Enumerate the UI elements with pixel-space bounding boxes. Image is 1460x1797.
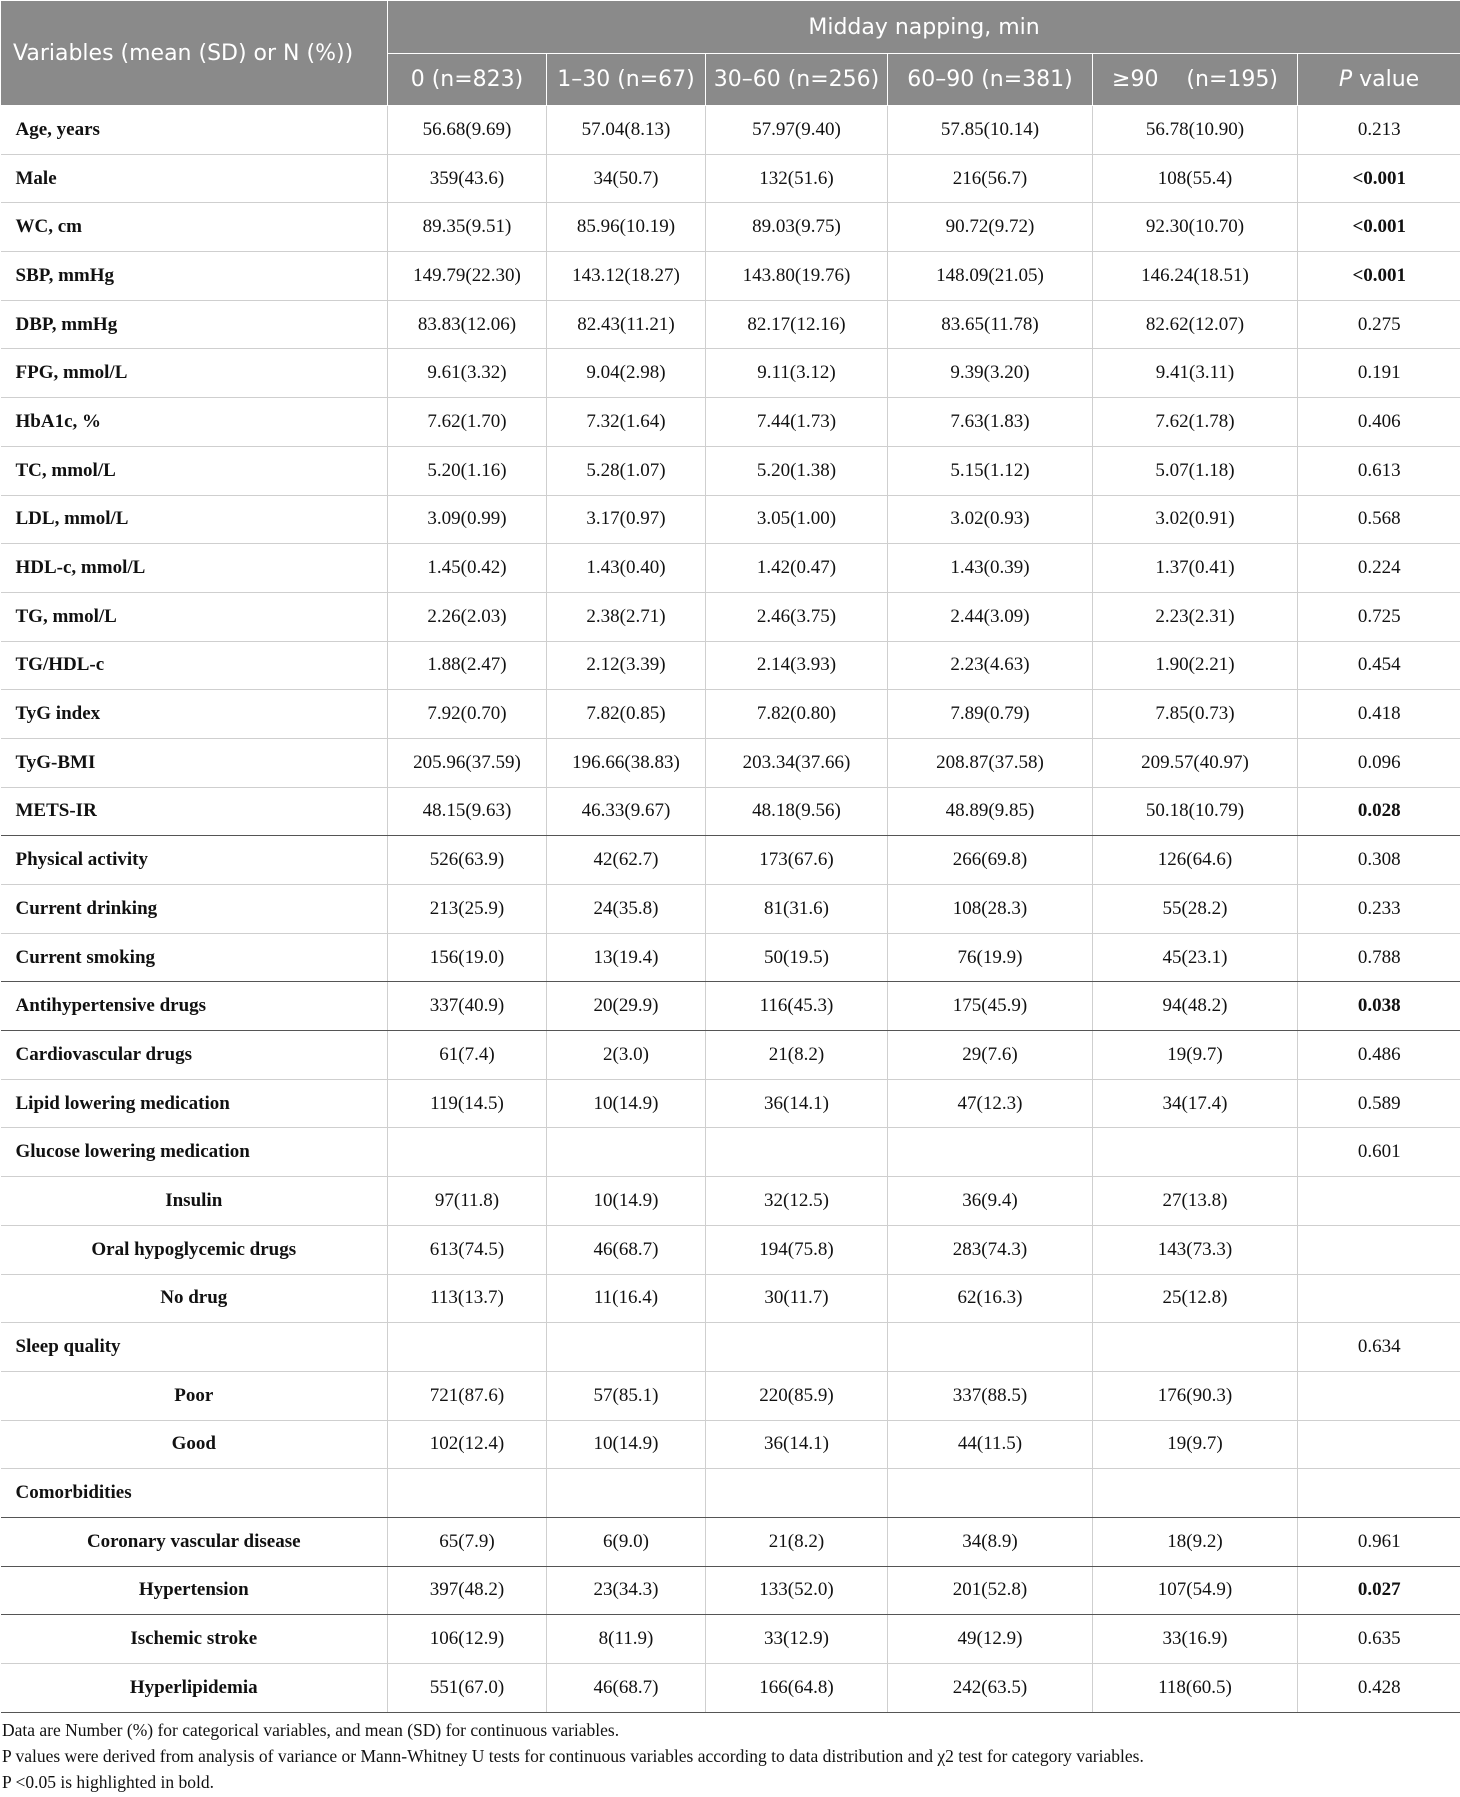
data-cell: 5.07(1.18) (1093, 446, 1298, 495)
table-row (1, 1420, 1460, 1469)
data-cell: 116(45.3) (706, 982, 888, 1031)
row-label: SBP, mmHg (1, 252, 388, 301)
data-cell: 266(69.8) (888, 836, 1093, 885)
data-cell: 1.90(2.21) (1093, 641, 1298, 690)
data-cell: 143(73.3) (1093, 1225, 1298, 1274)
row-label: HDL-c, mmol/L (1, 544, 388, 593)
data-cell: 6(9.0) (547, 1517, 706, 1566)
data-cell: 3.02(0.91) (1093, 495, 1298, 544)
data-cell: 3.17(0.97) (547, 495, 706, 544)
p-value-cell: 0.568 (1298, 495, 1460, 544)
p-value-cell: 0.028 (1298, 787, 1460, 836)
data-cell: 242(63.5) (888, 1664, 1093, 1713)
data-cell: 21(8.2) (706, 1517, 888, 1566)
data-cell: 2(3.0) (547, 1031, 706, 1080)
data-cell: 9.39(3.20) (888, 349, 1093, 398)
data-cell: 7.32(1.64) (547, 398, 706, 447)
data-cell: 10(14.9) (547, 1177, 706, 1226)
table-row (1, 154, 1460, 203)
data-cell: 89.35(9.51) (388, 203, 547, 252)
row-label: Current smoking (1, 933, 388, 982)
table-row (1, 1664, 1460, 1713)
col-header-1: 1–30 (n=67) (547, 54, 706, 106)
data-cell (706, 1128, 888, 1177)
table-row (1, 1079, 1460, 1128)
table-row (1, 690, 1460, 739)
p-value-cell (1298, 1225, 1460, 1274)
table-row (1, 1274, 1460, 1323)
row-label: Insulin (1, 1177, 388, 1226)
data-cell: 156(19.0) (388, 933, 547, 982)
data-cell: 3.05(1.00) (706, 495, 888, 544)
row-label: TG/HDL-c (1, 641, 388, 690)
p-value-cell: 0.613 (1298, 446, 1460, 495)
data-cell: 65(7.9) (388, 1517, 547, 1566)
data-cell: 42(62.7) (547, 836, 706, 885)
table-row (1, 1225, 1460, 1274)
data-cell (1093, 1128, 1298, 1177)
p-value-cell: 0.961 (1298, 1517, 1460, 1566)
footnote: P <0.05 is highlighted in bold. (2, 1772, 214, 1792)
data-cell: 113(13.7) (388, 1274, 547, 1323)
table-row (1, 1371, 1460, 1420)
data-cell: 2.23(2.31) (1093, 592, 1298, 641)
table-body (1, 106, 1460, 1713)
data-cell (1093, 1323, 1298, 1372)
data-cell: 56.68(9.69) (388, 106, 547, 155)
p-value-cell: 0.428 (1298, 1664, 1460, 1713)
row-label: Good (1, 1420, 388, 1469)
row-label: Oral hypoglycemic drugs (1, 1225, 388, 1274)
data-cell: 46.33(9.67) (547, 787, 706, 836)
table-row (1, 1566, 1460, 1615)
table-header (1, 1, 1460, 106)
p-value-cell (1298, 1274, 1460, 1323)
table-row (1, 1177, 1460, 1226)
p-value-cell: 0.601 (1298, 1128, 1460, 1177)
row-label: FPG, mmol/L (1, 349, 388, 398)
data-cell: 48.18(9.56) (706, 787, 888, 836)
row-label: Antihypertensive drugs (1, 982, 388, 1031)
p-value-cell: 0.406 (1298, 398, 1460, 447)
data-cell: 7.85(0.73) (1093, 690, 1298, 739)
table-row (1, 300, 1460, 349)
data-cell: 2.23(4.63) (888, 641, 1093, 690)
table-row (1, 398, 1460, 447)
data-cell: 102(12.4) (388, 1420, 547, 1469)
data-cell: 34(8.9) (888, 1517, 1093, 1566)
data-cell: 5.15(1.12) (888, 446, 1093, 495)
data-cell: 9.11(3.12) (706, 349, 888, 398)
p-value-cell (1298, 1177, 1460, 1226)
data-cell: 25(12.8) (1093, 1274, 1298, 1323)
col-header-p-value: P value (1298, 54, 1460, 106)
data-cell: 526(63.9) (388, 836, 547, 885)
data-cell (547, 1128, 706, 1177)
data-cell: 9.61(3.32) (388, 349, 547, 398)
row-label: Cardiovascular drugs (1, 1031, 388, 1080)
data-cell: 10(14.9) (547, 1420, 706, 1469)
data-cell: 46(68.7) (547, 1225, 706, 1274)
table-row (1, 446, 1460, 495)
row-label: WC, cm (1, 203, 388, 252)
data-cell: 220(85.9) (706, 1371, 888, 1420)
variables-header: Variables (mean (SD) or N (%)) (1, 1, 388, 106)
row-label: LDL, mmol/L (1, 495, 388, 544)
data-cell: 18(9.2) (1093, 1517, 1298, 1566)
data-cell (547, 1323, 706, 1372)
p-value-cell: 0.454 (1298, 641, 1460, 690)
data-cell: 194(75.8) (706, 1225, 888, 1274)
data-cell: 118(60.5) (1093, 1664, 1298, 1713)
data-cell: 44(11.5) (888, 1420, 1093, 1469)
data-cell: 126(64.6) (1093, 836, 1298, 885)
data-cell: 143.12(18.27) (547, 252, 706, 301)
data-cell: 7.82(0.85) (547, 690, 706, 739)
table-row (1, 495, 1460, 544)
data-cell (388, 1128, 547, 1177)
data-cell: 203.34(37.66) (706, 738, 888, 787)
table-row (1, 982, 1460, 1031)
data-cell: 83.65(11.78) (888, 300, 1093, 349)
table-row (1, 1469, 1460, 1518)
data-cell: 175(45.9) (888, 982, 1093, 1031)
data-cell: 36(9.4) (888, 1177, 1093, 1226)
table-row (1, 1128, 1460, 1177)
row-label: Sleep quality (1, 1323, 388, 1372)
row-label: TG, mmol/L (1, 592, 388, 641)
data-cell: 8(11.9) (547, 1615, 706, 1664)
data-cell (388, 1469, 547, 1518)
data-cell: 32(12.5) (706, 1177, 888, 1226)
data-cell: 132(51.6) (706, 154, 888, 203)
data-cell: 7.82(0.80) (706, 690, 888, 739)
table-row (1, 203, 1460, 252)
data-cell: 337(88.5) (888, 1371, 1093, 1420)
row-label: Comorbidities (1, 1469, 388, 1518)
data-cell: 94(48.2) (1093, 982, 1298, 1031)
data-cell: 19(9.7) (1093, 1420, 1298, 1469)
table-row (1, 641, 1460, 690)
data-cell (888, 1469, 1093, 1518)
data-cell: 56.78(10.90) (1093, 106, 1298, 155)
data-cell: 213(25.9) (388, 885, 547, 934)
data-cell: 2.26(2.03) (388, 592, 547, 641)
data-cell: 36(14.1) (706, 1420, 888, 1469)
data-cell: 2.46(3.75) (706, 592, 888, 641)
data-cell: 283(74.3) (888, 1225, 1093, 1274)
data-cell: 9.04(2.98) (547, 349, 706, 398)
data-cell: 149.79(22.30) (388, 252, 547, 301)
data-cell: 90.72(9.72) (888, 203, 1093, 252)
data-cell: 721(87.6) (388, 1371, 547, 1420)
table-footnotes (0, 1717, 1460, 1795)
data-cell: 49(12.9) (888, 1615, 1093, 1664)
data-cell: 208.87(37.58) (888, 738, 1093, 787)
data-cell: 2.14(3.93) (706, 641, 888, 690)
data-cell: 146.24(18.51) (1093, 252, 1298, 301)
row-label: Current drinking (1, 885, 388, 934)
data-cell: 5.28(1.07) (547, 446, 706, 495)
p-value-cell: 0.308 (1298, 836, 1460, 885)
p-value-cell: 0.788 (1298, 933, 1460, 982)
data-cell: 209.57(40.97) (1093, 738, 1298, 787)
data-cell: 34(50.7) (547, 154, 706, 203)
row-label: Male (1, 154, 388, 203)
data-cell (1093, 1469, 1298, 1518)
data-cell: 7.62(1.70) (388, 398, 547, 447)
table-row (1, 787, 1460, 836)
row-label: DBP, mmHg (1, 300, 388, 349)
data-cell (388, 1323, 547, 1372)
row-label: Glucose lowering medication (1, 1128, 388, 1177)
data-cell: 1.37(0.41) (1093, 544, 1298, 593)
row-label: Poor (1, 1371, 388, 1420)
data-cell: 3.02(0.93) (888, 495, 1093, 544)
table-row (1, 836, 1460, 885)
data-cell: 29(7.6) (888, 1031, 1093, 1080)
data-cell: 613(74.5) (388, 1225, 547, 1274)
data-cell: 57.97(9.40) (706, 106, 888, 155)
data-cell: 166(64.8) (706, 1664, 888, 1713)
data-cell: 108(55.4) (1093, 154, 1298, 203)
footnote: P values were derived from analysis of variance or Mann-Whitney U tests for continuous variables according to data distribution and χ2 test for category variables. (2, 1746, 1144, 1766)
data-cell: 55(28.2) (1093, 885, 1298, 934)
p-value-cell: 0.038 (1298, 982, 1460, 1031)
data-cell: 148.09(21.05) (888, 252, 1093, 301)
p-value-cell: 0.635 (1298, 1615, 1460, 1664)
table-row (1, 1517, 1460, 1566)
data-cell: 48.89(9.85) (888, 787, 1093, 836)
data-cell: 205.96(37.59) (388, 738, 547, 787)
data-cell: 27(13.8) (1093, 1177, 1298, 1226)
data-cell: 359(43.6) (388, 154, 547, 203)
p-value-cell: 0.634 (1298, 1323, 1460, 1372)
data-cell: 47(12.3) (888, 1079, 1093, 1128)
p-value-cell: 0.725 (1298, 592, 1460, 641)
data-cell: 57.04(8.13) (547, 106, 706, 155)
row-label: Age, years (1, 106, 388, 155)
data-cell: 11(16.4) (547, 1274, 706, 1323)
data-cell (888, 1323, 1093, 1372)
table-row (1, 592, 1460, 641)
p-value-cell: 0.486 (1298, 1031, 1460, 1080)
data-cell: 97(11.8) (388, 1177, 547, 1226)
table-row (1, 1615, 1460, 1664)
data-cell: 7.44(1.73) (706, 398, 888, 447)
data-cell: 34(17.4) (1093, 1079, 1298, 1128)
row-label: Hyperlipidemia (1, 1664, 388, 1713)
data-cell: 23(34.3) (547, 1566, 706, 1615)
data-cell: 2.44(3.09) (888, 592, 1093, 641)
data-cell: 119(14.5) (388, 1079, 547, 1128)
data-cell: 337(40.9) (388, 982, 547, 1031)
p-value-cell (1298, 1371, 1460, 1420)
data-cell: 13(19.4) (547, 933, 706, 982)
data-cell: 50(19.5) (706, 933, 888, 982)
data-cell: 48.15(9.63) (388, 787, 547, 836)
data-cell: 30(11.7) (706, 1274, 888, 1323)
data-cell: 5.20(1.16) (388, 446, 547, 495)
data-cell (547, 1469, 706, 1518)
data-cell: 196.66(38.83) (547, 738, 706, 787)
row-label: No drug (1, 1274, 388, 1323)
row-label: TC, mmol/L (1, 446, 388, 495)
p-value-cell (1298, 1469, 1460, 1518)
table-row (1, 885, 1460, 934)
data-cell: 57.85(10.14) (888, 106, 1093, 155)
data-cell: 33(16.9) (1093, 1615, 1298, 1664)
data-cell: 1.45(0.42) (388, 544, 547, 593)
data-cell: 2.12(3.39) (547, 641, 706, 690)
data-cell: 1.43(0.40) (547, 544, 706, 593)
p-italic: P (1338, 67, 1353, 92)
data-cell: 33(12.9) (706, 1615, 888, 1664)
table-row (1, 252, 1460, 301)
data-cell: 82.62(12.07) (1093, 300, 1298, 349)
p-value-cell: 0.027 (1298, 1566, 1460, 1615)
p-value-cell: 0.224 (1298, 544, 1460, 593)
midday-napping-header: Midday napping, min (388, 1, 1460, 54)
table-row (1, 1031, 1460, 1080)
data-cell: 92.30(10.70) (1093, 203, 1298, 252)
data-cell: 19(9.7) (1093, 1031, 1298, 1080)
data-cell: 7.89(0.79) (888, 690, 1093, 739)
data-cell: 10(14.9) (547, 1079, 706, 1128)
p-value-cell (1298, 1420, 1460, 1469)
data-cell: 50.18(10.79) (1093, 787, 1298, 836)
p-value-cell: 0.096 (1298, 738, 1460, 787)
data-cell: 7.92(0.70) (388, 690, 547, 739)
data-cell (888, 1128, 1093, 1177)
data-cell: 397(48.2) (388, 1566, 547, 1615)
col-header-3: 60–90 (n=381) (888, 54, 1093, 106)
p-value-cell: 0.213 (1298, 106, 1460, 155)
data-cell: 133(52.0) (706, 1566, 888, 1615)
data-cell: 173(67.6) (706, 836, 888, 885)
data-cell: 82.43(11.21) (547, 300, 706, 349)
table-row (1, 1323, 1460, 1372)
data-cell: 551(67.0) (388, 1664, 547, 1713)
data-cell: 1.43(0.39) (888, 544, 1093, 593)
data-cell: 20(29.9) (547, 982, 706, 1031)
data-cell: 9.41(3.11) (1093, 349, 1298, 398)
table-row (1, 106, 1460, 155)
data-cell: 81(31.6) (706, 885, 888, 934)
data-cell: 24(35.8) (547, 885, 706, 934)
data-cell: 82.17(12.16) (706, 300, 888, 349)
data-cell: 106(12.9) (388, 1615, 547, 1664)
row-label: HbA1c, % (1, 398, 388, 447)
col-header-4: ≥90 (n=195) (1093, 54, 1298, 106)
data-cell (706, 1469, 888, 1518)
data-cell: 57(85.1) (547, 1371, 706, 1420)
data-cell: 7.62(1.78) (1093, 398, 1298, 447)
data-cell: 45(23.1) (1093, 933, 1298, 982)
data-cell: 1.42(0.47) (706, 544, 888, 593)
p-value-cell: 0.191 (1298, 349, 1460, 398)
p-value-cell: 0.233 (1298, 885, 1460, 934)
data-cell: 76(19.9) (888, 933, 1093, 982)
table-row (1, 349, 1460, 398)
row-label: TyG index (1, 690, 388, 739)
table-row (1, 933, 1460, 982)
data-cell: 5.20(1.38) (706, 446, 888, 495)
col-header-0: 0 (n=823) (388, 54, 547, 106)
data-cell: 1.88(2.47) (388, 641, 547, 690)
data-cell (706, 1323, 888, 1372)
data-cell: 36(14.1) (706, 1079, 888, 1128)
data-cell: 216(56.7) (888, 154, 1093, 203)
p-value-cell: 0.275 (1298, 300, 1460, 349)
table-row (1, 544, 1460, 593)
data-cell: 201(52.8) (888, 1566, 1093, 1615)
row-label: Lipid lowering medication (1, 1079, 388, 1128)
data-cell: 143.80(19.76) (706, 252, 888, 301)
data-cell: 108(28.3) (888, 885, 1093, 934)
row-label: METS-IR (1, 787, 388, 836)
p-value-cell: <0.001 (1298, 154, 1460, 203)
p-value-cell: 0.589 (1298, 1079, 1460, 1128)
data-cell: 62(16.3) (888, 1274, 1093, 1323)
data-cell: 7.63(1.83) (888, 398, 1093, 447)
data-cell: 21(8.2) (706, 1031, 888, 1080)
row-label: Physical activity (1, 836, 388, 885)
p-value-cell: <0.001 (1298, 203, 1460, 252)
footnote: Data are Number (%) for categorical variables, and mean (SD) for continuous variables. (2, 1720, 620, 1740)
p-value-cell: <0.001 (1298, 252, 1460, 301)
data-cell: 107(54.9) (1093, 1566, 1298, 1615)
data-cell: 85.96(10.19) (547, 203, 706, 252)
row-label: Coronary vascular disease (1, 1517, 388, 1566)
row-label: Hypertension (1, 1566, 388, 1615)
data-cell: 2.38(2.71) (547, 592, 706, 641)
data-cell: 61(7.4) (388, 1031, 547, 1080)
row-label: TyG-BMI (1, 738, 388, 787)
data-cell: 89.03(9.75) (706, 203, 888, 252)
data-cell: 83.83(12.06) (388, 300, 547, 349)
data-cell: 3.09(0.99) (388, 495, 547, 544)
table-row (1, 738, 1460, 787)
data-cell: 46(68.7) (547, 1664, 706, 1713)
row-label: Ischemic stroke (1, 1615, 388, 1664)
p-value-cell: 0.418 (1298, 690, 1460, 739)
col-header-2: 30–60 (n=256) (706, 54, 888, 106)
data-cell: 176(90.3) (1093, 1371, 1298, 1420)
